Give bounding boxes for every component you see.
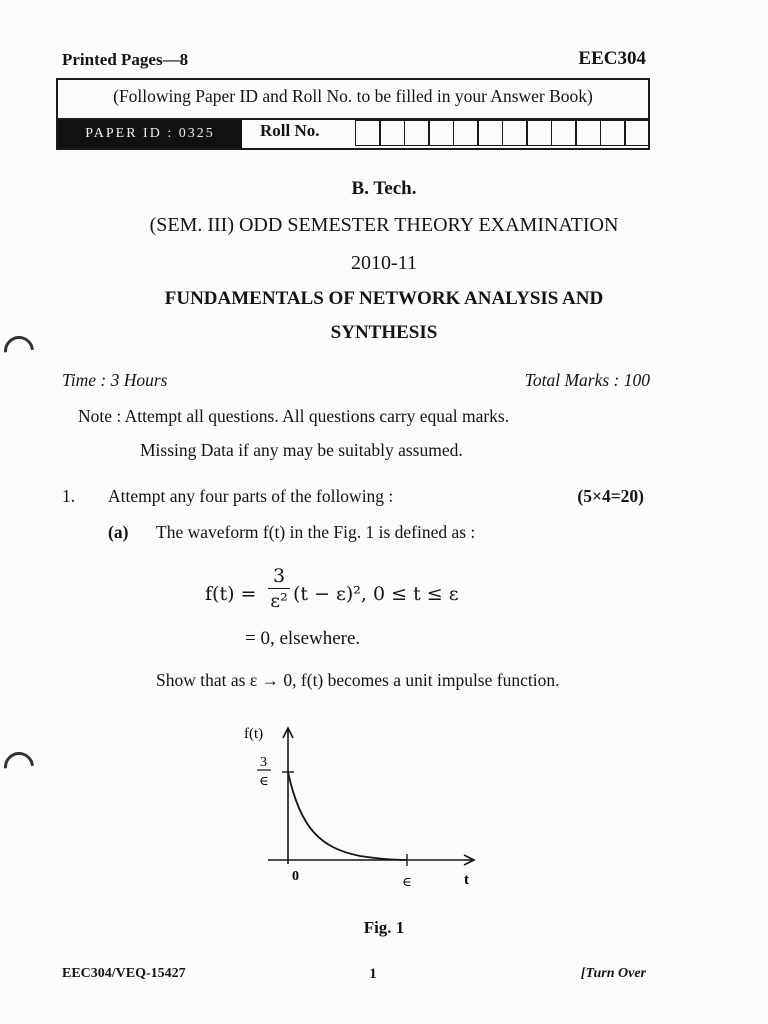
total-marks: Total Marks : 100 [524, 370, 650, 390]
roll-digit-box[interactable] [428, 120, 454, 146]
roll-number-boxes [356, 120, 650, 146]
x-axis-label: t [464, 872, 469, 888]
waveform-curve [288, 772, 407, 860]
subject-title-line1: FUNDAMENTALS OF NETWORK ANALYSIS AND [164, 288, 604, 309]
roll-digit-box[interactable] [551, 120, 577, 146]
roll-digit-box[interactable] [624, 120, 650, 146]
roll-digit-box[interactable] [355, 120, 381, 146]
part-label: (a) [108, 522, 129, 542]
fraction-bar [268, 588, 290, 589]
roll-digit-box[interactable] [526, 120, 552, 146]
note-line-1: Note : Attempt all questions. All questions carry equal marks. [78, 406, 510, 426]
question-instruction: Attempt any four parts of the following : [108, 486, 394, 506]
printed-pages: Printed Pages—8 [62, 50, 189, 69]
x-origin-label: 0 [292, 869, 299, 884]
page-number: 1 [369, 966, 377, 982]
y-tick-numerator: 3 [260, 755, 267, 770]
roll-digit-box[interactable] [404, 120, 430, 146]
part-text: The waveform f(t) in the Fig. 1 is defined as : [156, 522, 476, 542]
subject-title-line2: SYNTHESIS [330, 322, 438, 343]
roll-digit-box[interactable] [453, 120, 479, 146]
y-axis-label: f(t) [244, 726, 264, 742]
x-tick-label: ∈ [402, 875, 412, 890]
answer-book-instruction: (Following Paper ID and Roll No. to be filled in your Answer Book) [113, 86, 593, 106]
turn-over-note: [Turn Over [580, 966, 646, 981]
footer-paper-code: EEC304/VEQ-15427 [62, 966, 186, 981]
roll-digit-box[interactable] [379, 120, 405, 146]
formula-elsewhere: = 0, elsewhere. [245, 628, 361, 649]
exam-time: Time : 3 Hours [62, 370, 168, 390]
degree-title: B. Tech. [351, 178, 417, 199]
roll-digit-box[interactable] [502, 120, 528, 146]
roll-digit-box[interactable] [575, 120, 601, 146]
formula-rhs: (t − ε)², 0 ≤ t ≤ ε [293, 583, 459, 605]
note-line-2: Missing Data if any may be suitably assumed. [140, 440, 463, 460]
waveform-figure [230, 718, 490, 898]
formula-denominator: ε² [270, 590, 288, 612]
paper-id: PAPER ID : 0325 [58, 120, 242, 148]
exam-title: (SEM. III) ODD SEMESTER THEORY EXAMINATION [149, 214, 619, 236]
question-marks: (5×4=20) [577, 486, 644, 506]
formula-numerator: 3 [272, 565, 286, 587]
y-tick-denominator: ∈ [259, 774, 269, 789]
punch-hole-bottom [0, 746, 40, 788]
roll-digit-box[interactable] [600, 120, 626, 146]
roll-number-label: Roll No. [260, 121, 320, 140]
roll-digit-box[interactable] [477, 120, 503, 146]
session-year: 2010-11 [351, 252, 417, 274]
show-that-text: Show that as ε → 0, f(t) becomes a unit impulse function. [156, 670, 560, 690]
question-number: 1. [62, 486, 76, 506]
formula-lhs: f(t) = [205, 583, 257, 605]
paper-id-roll-box [56, 78, 650, 150]
formula-fraction [268, 566, 290, 611]
paper-code: EEC304 [578, 48, 646, 69]
figure-caption: Fig. 1 [363, 918, 405, 937]
